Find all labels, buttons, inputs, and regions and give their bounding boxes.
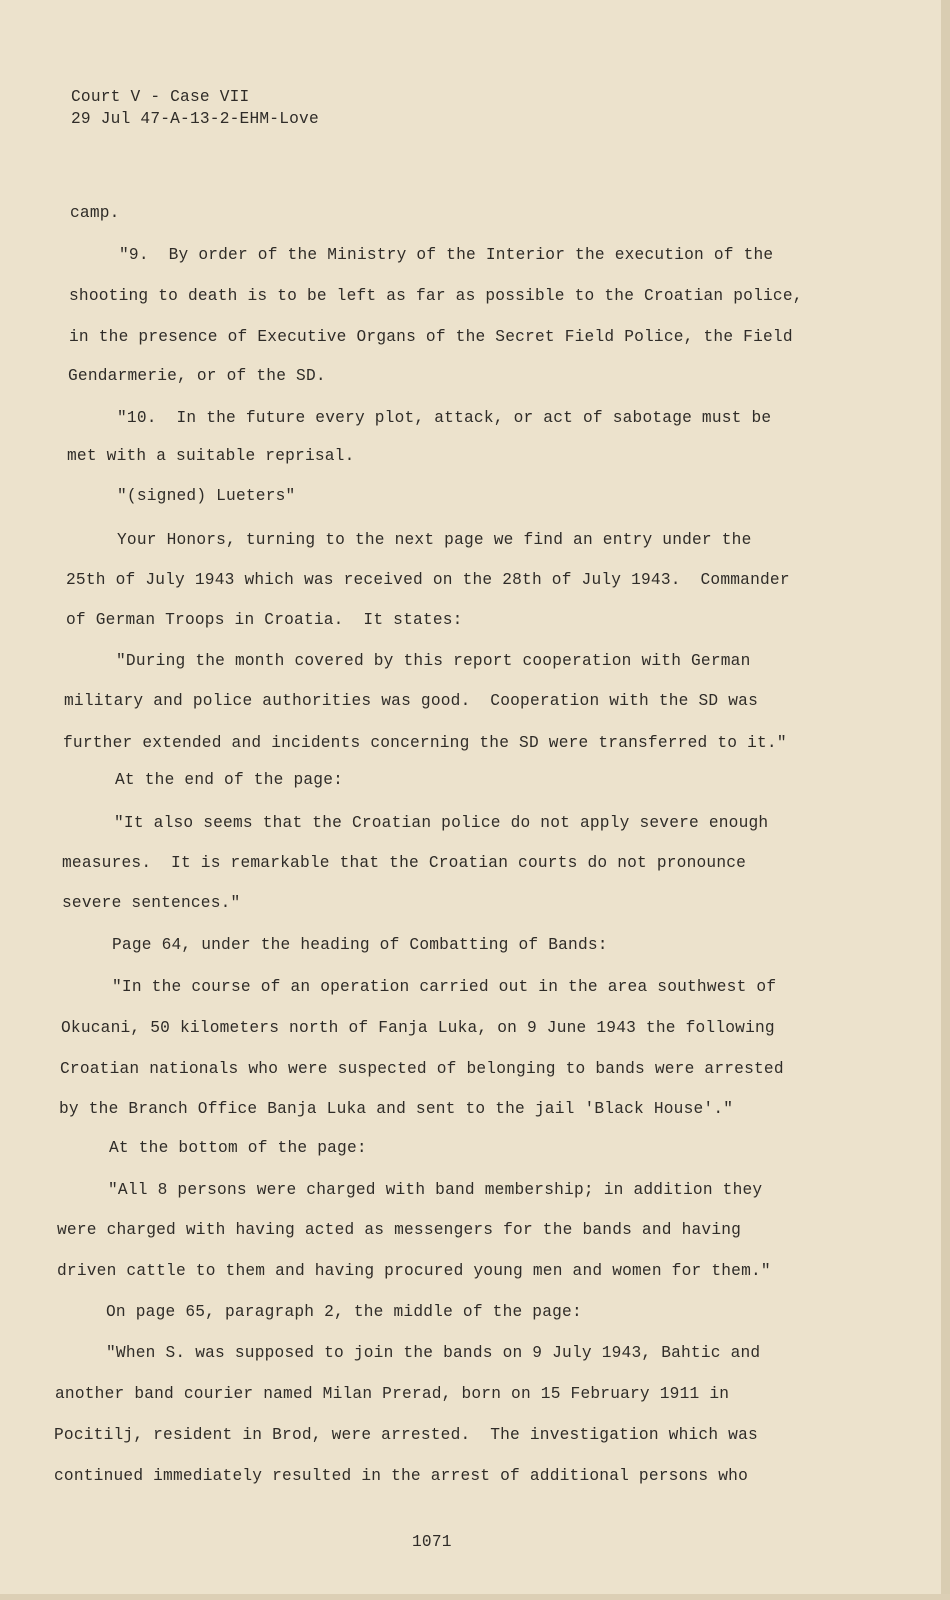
- text-line: At the bottom of the page:: [109, 1139, 367, 1157]
- text-line: Croatian nationals who were suspected of belonging to bands were arrested: [60, 1060, 784, 1078]
- document-header: [71, 86, 319, 130]
- text-line: On page 65, paragraph 2, the middle of the page:: [106, 1303, 582, 1321]
- text-line: "9. By order of the Ministry of the Interior the execution of the: [119, 246, 774, 264]
- text-line: met with a suitable reprisal.: [67, 447, 355, 465]
- text-line: Okucani, 50 kilometers north of Fanja Luka, on 9 June 1943 the following: [61, 1019, 775, 1037]
- text-line: camp.: [70, 204, 120, 222]
- text-line: were charged with having acted as messengers for the bands and having: [57, 1221, 742, 1239]
- text-line: "All 8 persons were charged with band membership; in addition they: [108, 1181, 763, 1199]
- text-line: "In the course of an operation carried out in the area southwest of: [112, 978, 777, 996]
- text-line: continued immediately resulted in the arrest of additional persons who: [54, 1467, 748, 1485]
- page-edge-right: [941, 0, 950, 1600]
- text-line: Your Honors, turning to the next page we find an entry under the: [117, 531, 752, 549]
- page-number: 1071: [412, 1533, 452, 1551]
- text-line: driven cattle to them and having procured young men and women for them.": [57, 1262, 771, 1280]
- text-line: "When S. was supposed to join the bands on 9 July 1943, Bahtic and: [106, 1344, 761, 1362]
- court-case-label: Court V - Case VII: [71, 88, 250, 106]
- text-line: another band courier named Milan Prerad, born on 15 February 1911 in: [55, 1385, 730, 1403]
- text-line: "It also seems that the Croatian police do not apply severe enough: [114, 814, 769, 832]
- text-line: Pocitilj, resident in Brod, were arrested. The investigation which was: [54, 1426, 758, 1444]
- text-line: severe sentences.": [62, 894, 241, 912]
- text-line: 25th of July 1943 which was received on the 28th of July 1943. Commander: [66, 571, 790, 589]
- text-line: shooting to death is to be left as far as possible to the Croatian police,: [69, 287, 803, 305]
- text-line: "During the month covered by this report cooperation with German: [116, 652, 751, 670]
- text-line: "(signed) Lueters": [117, 487, 296, 505]
- text-line: At the end of the page:: [115, 771, 344, 789]
- text-line: by the Branch Office Banja Luka and sent to the jail 'Black House'.": [59, 1100, 734, 1118]
- page-edge-bottom: [0, 1594, 950, 1600]
- text-line: Gendarmerie, or of the SD.: [68, 367, 326, 385]
- text-line: in the presence of Executive Organs of the Secret Field Police, the Field: [69, 328, 793, 346]
- text-line: measures. It is remarkable that the Croatian courts do not pronounce: [62, 854, 747, 872]
- text-line: military and police authorities was good. Cooperation with the SD was: [64, 692, 758, 710]
- transcript-reference: 29 Jul 47-A-13-2-EHM-Love: [71, 110, 319, 128]
- text-line: of German Troops in Croatia. It states:: [66, 611, 463, 629]
- text-line: Page 64, under the heading of Combatting of Bands:: [112, 936, 608, 954]
- text-line: "10. In the future every plot, attack, or act of sabotage must be: [117, 409, 772, 427]
- text-line: further extended and incidents concerning the SD were transferred to it.": [63, 734, 787, 752]
